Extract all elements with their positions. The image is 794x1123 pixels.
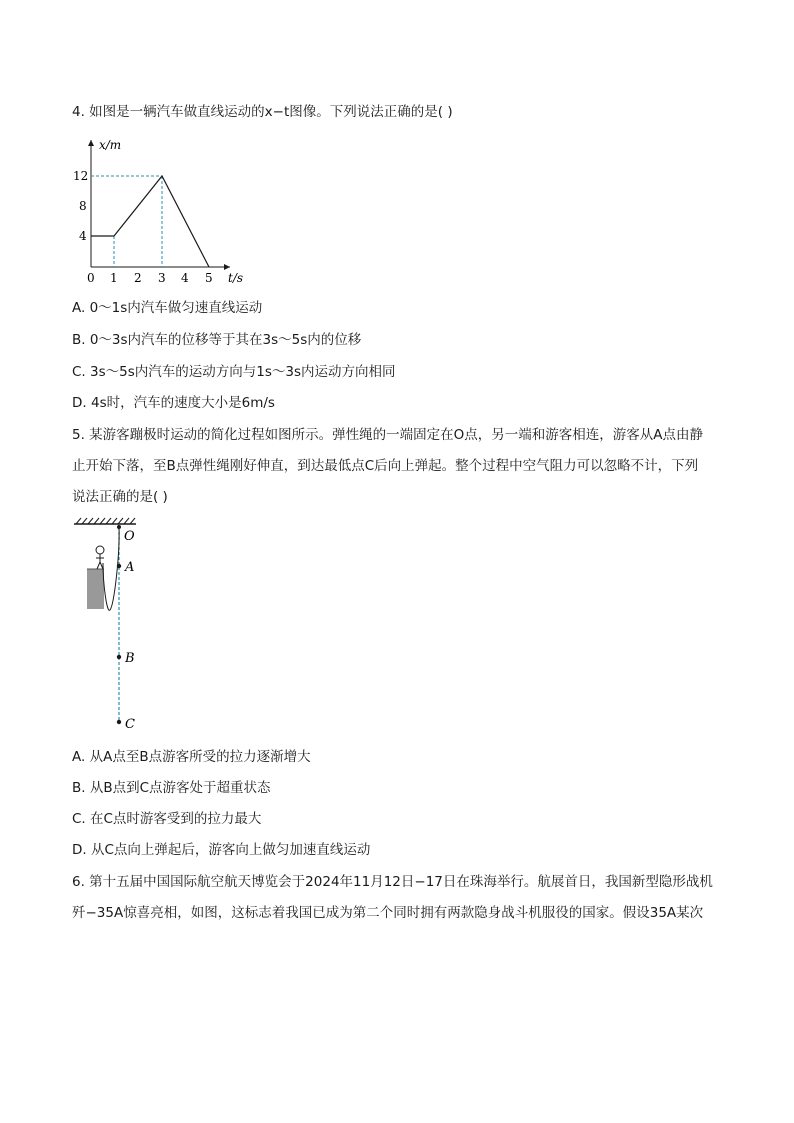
- q6-stem-line-2: 歼−35A惊喜亮相，如图，这标志着我国已成为第二个同时拥有两款隐身战斗机服役的国家。假设35A某次: [72, 905, 704, 921]
- point-b: [117, 655, 121, 659]
- q5-stem-line-2: 止开始下落，至B点弹性绳刚好伸直，到达最低点C后向上弹起。整个过程中空气阻力可以忽略不计，下列: [72, 458, 699, 474]
- xtick-5: 5: [205, 271, 213, 285]
- q4-option-a: A. 0～1s内汽车做匀速直线运动: [72, 300, 263, 316]
- point-c: [117, 720, 121, 724]
- xtick-3: 3: [158, 271, 166, 285]
- q4-option-c: C. 3s～5s内汽车的运动方向与1s～3s内运动方向相同: [72, 364, 396, 380]
- q4-option-b: B. 0～3s内汽车的位移等于其在3s～5s内的位移: [72, 332, 362, 348]
- q4-stem: 4. 如图是一辆汽车做直线运动的x−t图像。下列说法正确的是( ): [72, 104, 453, 120]
- label-b: B: [125, 651, 135, 666]
- q5-option-a: A. 从A点至B点游客所受的拉力逐渐增大: [72, 749, 311, 765]
- q4-xt-graph: [70, 132, 260, 287]
- q5-option-d: D. 从C点向上弹起后，游客向上做匀加速直线运动: [72, 842, 371, 858]
- q5-stem-line-1: 5. 某游客蹦极时运动的简化过程如图所示。弹性绳的一端固定在O点，另一端和游客相连，游客从A点由静: [72, 427, 704, 443]
- label-a: A: [125, 560, 135, 575]
- ytick-8: 8: [79, 199, 87, 213]
- ytick-4: 4: [79, 229, 87, 243]
- q4-option-d: D. 4s时，汽车的速度大小是6m/s: [72, 395, 275, 411]
- xt-series-line: [91, 176, 209, 267]
- point-o: [117, 525, 121, 529]
- jump-platform: [87, 569, 104, 609]
- ytick-12: 12: [73, 169, 89, 183]
- xtick-2: 2: [134, 271, 142, 285]
- xtick-0: 0: [87, 271, 95, 285]
- q5-option-b: B. 从B点到C点游客处于超重状态: [72, 780, 271, 796]
- q5-option-c: C. 在C点时游客受到的拉力最大: [72, 811, 262, 827]
- q5-bungee-diagram: [70, 515, 180, 740]
- xtick-4: 4: [181, 271, 189, 285]
- elastic-cord: [103, 527, 119, 610]
- point-a: [117, 564, 121, 568]
- q5-stem-line-3: 说法正确的是( ): [72, 489, 168, 505]
- x-axis-label: t/s: [228, 271, 244, 285]
- label-o: O: [124, 529, 135, 544]
- y-axis-label: x/m: [99, 138, 122, 152]
- label-c: C: [125, 717, 135, 732]
- xtick-1: 1: [110, 271, 118, 285]
- q6-stem-line-1: 6. 第十五届中国国际航空航天博览会于2024年11月12日−17日在珠海举行。航展首日，我国新型隐形战机: [72, 874, 713, 890]
